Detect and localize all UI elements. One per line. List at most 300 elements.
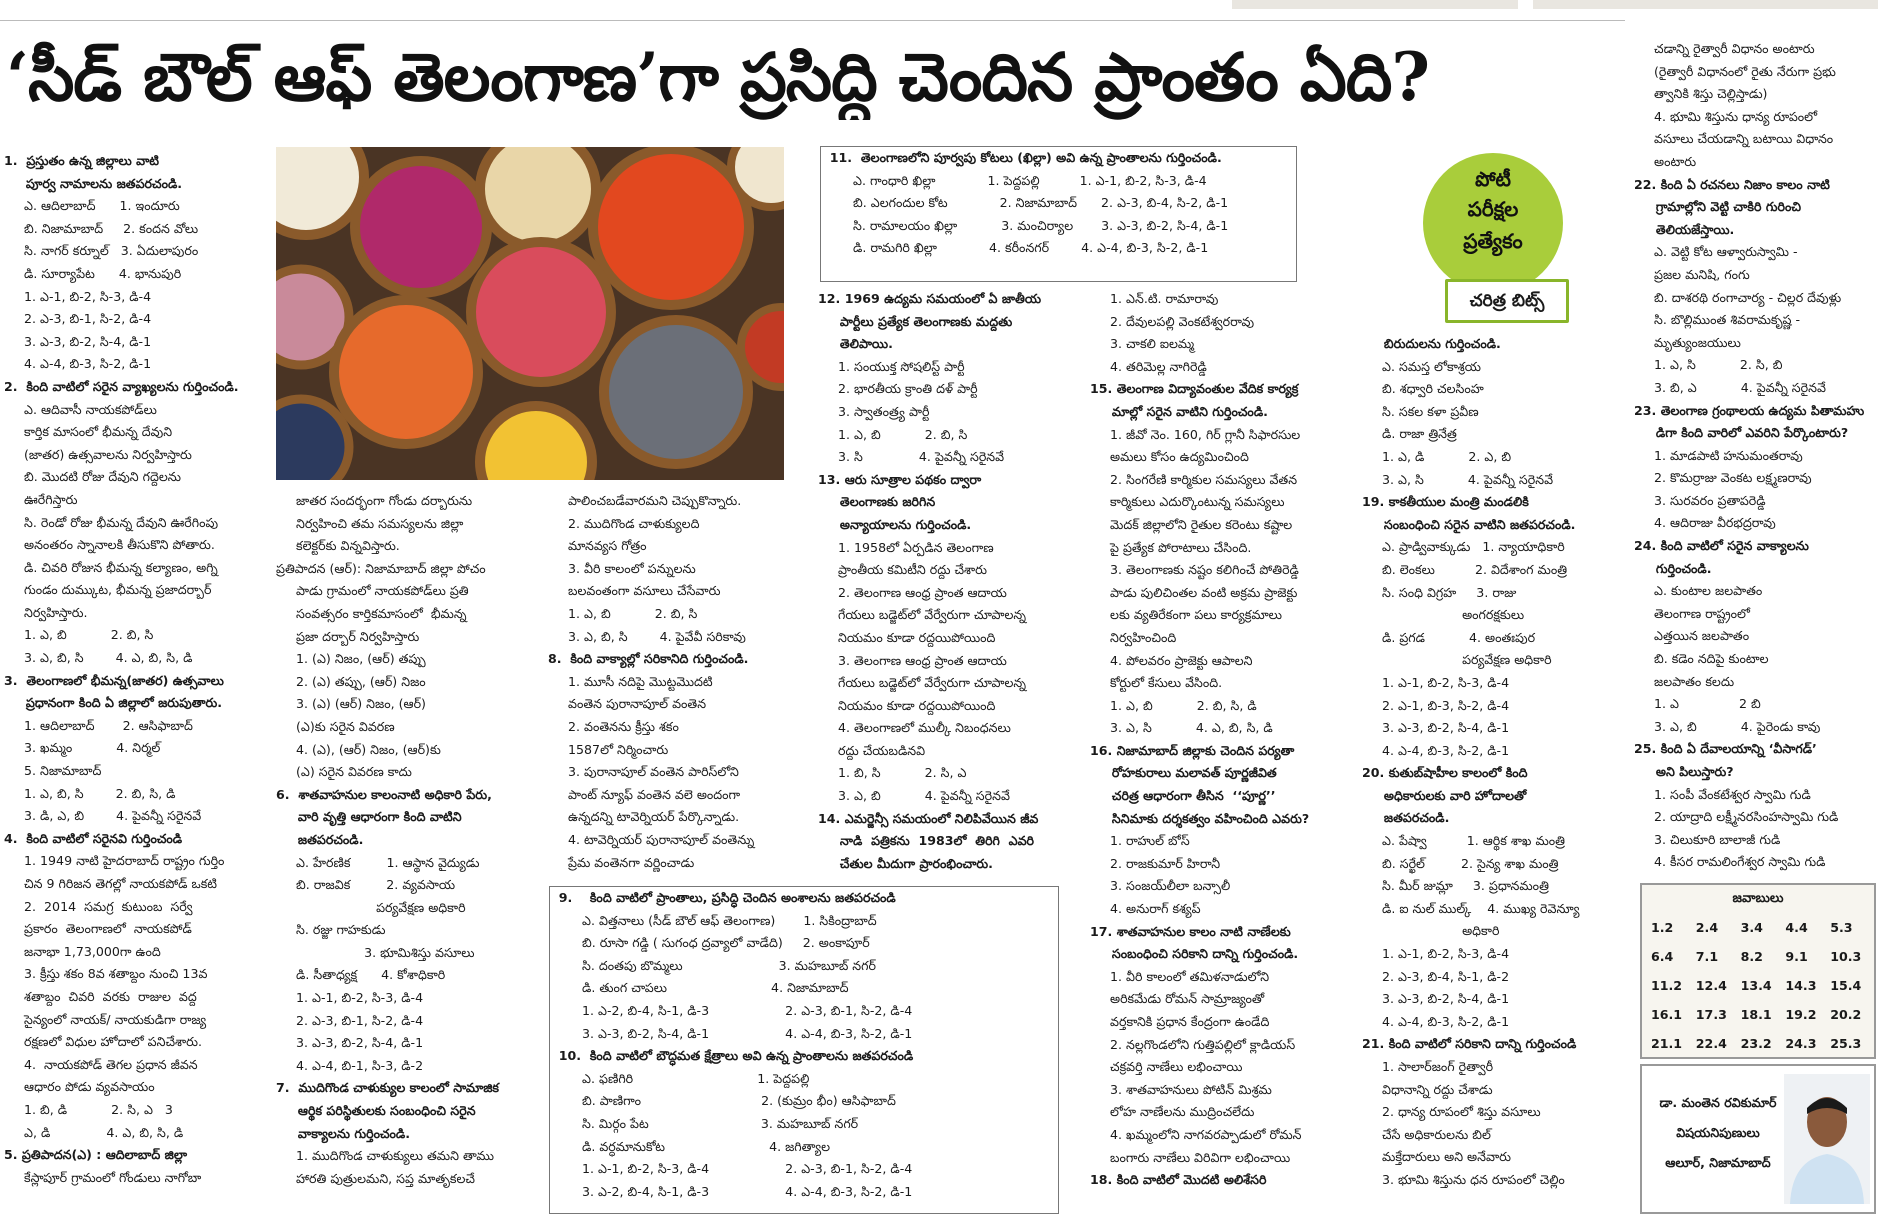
answers-row	[1650, 942, 1874, 971]
text-line: 2. ఎ-1, బి-3, సి-2, డి-4	[1362, 697, 1510, 713]
question-line: గ్రామాల్లోని వెట్టి చాకిరి గురించి	[1634, 199, 1802, 215]
column-3	[548, 490, 818, 890]
text-line: లోహ నాణేలను ముద్రించలేదు	[1090, 1104, 1255, 1120]
question-line: 7. ముదిగొండ చాళుక్యుల కాలంలో సామాజిక	[276, 1080, 499, 1096]
answers-title: జవాబులు	[1732, 891, 1784, 906]
text-line: 4. తరిమెల్ల నాగిరెడ్డి	[1090, 358, 1207, 374]
text-line: సి. సకల కళా ప్రవీణ	[1362, 403, 1479, 419]
answer-cell: 1.2	[1651, 920, 1674, 935]
question-11-box	[820, 146, 1297, 282]
question-line: 23. తెలంగాణ గ్రంథాలయ ఉద్యమ పితామహు	[1634, 402, 1865, 418]
answer-cell: 7.1	[1695, 949, 1719, 964]
text-line: 4. అనురాగ్ కశ్యప్	[1090, 901, 1201, 917]
text-line: కలెక్టర్‌కు విన్నవిస్తారు.	[276, 538, 400, 554]
text-line: 1. సాలార్‌జంగ్ రైత్వారీ	[1362, 1059, 1494, 1074]
text-line: బి. లెంకలు 2. విదేశాంగ మంత్రి	[1362, 561, 1568, 577]
text-line: నిర్వహించింది	[1090, 629, 1177, 645]
question-line: డిగా కింది వారిలో ఎవరిని పేర్కొంటారు?	[1634, 425, 1849, 441]
text-line: మెదక్ జిల్లాలోని రైతుల కరెంటు కష్టాల	[1090, 516, 1293, 532]
text-line: 1. ఆదిలాబాద్ 2. ఆసిఫాబాద్	[4, 717, 193, 733]
text-line: బి. రాజవిక 2. వ్యవసాయ	[276, 877, 456, 893]
text-line: ప్రతిపాదన (ఆర్): నిజామాబాద్ జిల్లా పోచం	[276, 560, 486, 576]
answer-cell: 25.3	[1830, 1036, 1862, 1051]
answer-cell: 24.3	[1785, 1036, 1817, 1051]
special-badge	[1418, 153, 1568, 315]
text-line: సంవత్సరం కార్తికమాసంలో భీమన్న	[276, 605, 467, 621]
answer-cell: 10.3	[1830, 949, 1862, 964]
text-line: పాలించబడేవారమని చెప్పుకొన్నారు.	[548, 493, 742, 508]
text-line: 2. నల్లగొండలోని గుత్తిపల్లిలో క్లాడియస్	[1090, 1036, 1296, 1052]
text-line: 1. రాహుల్ బోస్	[1090, 833, 1190, 849]
text-line: కార్తిక మాసంలో భీమన్న దేవుని	[4, 424, 173, 440]
text-line: చిన 9 గిరిజన తెగల్లో నాయకపోడ్ ఒకటి	[4, 876, 217, 891]
header-tab-right	[1533, 0, 1878, 9]
text-line: వసూలు చేయడాన్ని బటాయి విధానం	[1634, 131, 1834, 147]
text-line: 3. ఎ, సి 4. ఎ, బి, సి, డి	[1090, 720, 1273, 736]
question-line: రోహకురాలు మలావత్ పూర్ణజీవిత	[1090, 765, 1277, 781]
question-line: సినిమాకు దర్శకత్వం వహించింది ఎవరు?	[1090, 810, 1310, 826]
text-line: 1. ఎ, బి 2. బి, సి	[4, 627, 154, 643]
answers-row	[1650, 1000, 1874, 1029]
text-line: కోర్టులో కేసులు వేసింది.	[1090, 675, 1223, 691]
question-line: మాల్లో సరైన వాటిని గుర్తించండి.	[1090, 403, 1268, 419]
column-1	[4, 150, 274, 1216]
text-line: 1. ఎ-1, బి-2, సి-3, డి-4 2. ఎ-3, బి-1, సి-2, డి-4	[550, 1161, 913, 1177]
text-line: ఎ. విత్తనాలు (సీడ్ బౌల్ ఆఫ్ తెలంగాణ) 1. సికింద్రాబాద్	[550, 912, 877, 928]
answer-cell: 21.1	[1651, 1036, 1683, 1051]
text-line: 2. ఎ-3, బి-1, సి-2, డి-4	[4, 311, 152, 327]
text-line: 2. 2014 సమగ్ర కుటుంబ సర్వే	[4, 898, 193, 914]
text-line: 1. 1958లో ఏర్పడిన తెలంగాణ	[818, 539, 994, 555]
text-line: సి. సంధి విగ్రహ 3. రాజు	[1362, 584, 1517, 600]
column-2	[276, 490, 546, 1216]
answer-cell: 13.4	[1740, 978, 1772, 993]
text-line: 3. ఎ-3, బి-2, సి-4, డి-1	[276, 1035, 424, 1051]
text-line: సి. రజ్జు గాహకుడు	[276, 922, 386, 938]
text-line: ప్రజల మనిషి, గంగు	[1634, 266, 1750, 282]
answer-cell: 16.1	[1651, 1007, 1683, 1022]
question-line: 1. ప్రస్తుతం ఉన్న జిల్లాలు వాటి	[4, 153, 160, 168]
answer-cell: 8.2	[1740, 949, 1763, 964]
author-photo	[1784, 1074, 1870, 1204]
text-line: 3. ఎ-3, బి-2, సి-4, డి-1	[4, 333, 152, 349]
text-line: 3. పురానాపూల్ వంతెన పారిస్‌లోని	[548, 764, 739, 780]
text-line: జలపాతం కలదు	[1634, 673, 1735, 689]
text-line: శతాబ్దం చివరి వరకు రాజుల వద్ద	[4, 988, 197, 1004]
text-line: సి. రామాలయం ఖిల్లా 3. మంచిర్యాల 3. ఎ-3, బి-2, సి-4, డి-1	[821, 217, 1229, 233]
text-line: 3. ఖమ్మం 4. నిర్మల్	[4, 740, 161, 756]
text-line: 3. స్వాతంత్ర్య పార్టీ	[818, 403, 930, 419]
text-line: (ఎ)కు సరైన వివరణ	[276, 718, 395, 734]
text-line: పర్యవేక్షణ అధికారి	[276, 899, 466, 915]
text-line: 1. బి, డి 2. సి, ఎ 3	[4, 1101, 173, 1117]
text-line: 2. రాజకుమార్ హిరానీ	[1090, 855, 1221, 871]
text-line: పాంట్ న్యూఫ్ వంతెన వలె అందంగా	[548, 786, 741, 802]
author-name: డా. మంతెన రవికుమార్	[1659, 1095, 1777, 1110]
text-line: ప్రజా దర్బార్ నిర్వహిస్తారు	[276, 628, 420, 644]
seed-bowls-illustration	[276, 147, 784, 480]
text-line: ఎ. పేష్వా 1. ఆర్థిక శాఖ మంత్రి	[1362, 833, 1566, 849]
text-line: ఎ. కుంటాల జలపాతం	[1634, 583, 1763, 599]
question-line: తెలిపాయి.	[818, 336, 893, 352]
text-line: నిర్వహిస్తారు.	[4, 604, 88, 620]
question-line: అని పిలుస్తారు?	[1634, 764, 1734, 779]
text-line: 4. (ఎ), (ఆర్) నిజం, (ఆర్)కు	[276, 741, 441, 757]
text-line: బి. మొదటి రోజు దేవుని గద్దెలను	[4, 469, 182, 485]
question-line: పార్టీలు ప్రత్యేక తెలంగాణకు మద్దతు	[818, 313, 1013, 329]
text-line: 1. వీరి కాలంలో తమిళనాడులోని	[1090, 968, 1270, 984]
text-line: చేసే అధికారులను బిల్	[1362, 1126, 1491, 1142]
answers-box	[1640, 883, 1876, 1059]
text-line: 2. కొమర్రాజు వెంకట లక్ష్మణరావు	[1634, 470, 1812, 486]
text-line: 1. 1949 నాటి హైదరాబాద్ రాష్ట్రం గుర్తిం	[4, 853, 225, 869]
text-line: 3. చాకలి ఐలమ్మ	[1090, 336, 1195, 352]
text-line: బి. నిజామాబాద్ 2. కందన వోలు	[4, 220, 199, 236]
answer-cell: 5.3	[1830, 920, 1853, 935]
text-line: మృత్యుంజయులు	[1634, 334, 1741, 350]
text-line: 1. ఎన్.టి. రామారావు	[1090, 291, 1219, 306]
text-line: ఎ. వెట్టి కోట ఆళ్వారుస్వామి -	[1634, 244, 1798, 260]
text-line: 4. ఎ-4, బి-3, సి-2, డి-1	[4, 356, 152, 372]
question-line: బిరుదులను గుర్తించండి.	[1362, 336, 1501, 351]
answer-cell: 20.2	[1830, 1007, 1862, 1022]
text-line: రద్దు చేయబడినవి	[818, 742, 926, 758]
text-line: 3. వీరి కాలంలో పన్నులను	[548, 560, 696, 576]
question-line: అధికారులకు వారి హోదాలతో	[1362, 787, 1527, 803]
text-line: 3. ఎ-2, బి-4, సి-1, డి-3 4. ఎ-4, బి-3, సి-2, డి-1	[550, 1183, 913, 1199]
text-line: 2. దేవులపల్లి వెంకటేశ్వరరావు	[1090, 313, 1255, 329]
text-line: 3. బి, ఎ 4. పైవన్నీ సరైనవే	[1634, 379, 1826, 395]
question-line: ఆర్థిక పరిస్థితులకు సంబంధించి సరైన	[276, 1103, 476, 1119]
text-line: విధానాన్ని రద్దు చేశాడు	[1362, 1081, 1493, 1097]
question-line: 13. ఆరు సూత్రాల పథకం ద్వారా	[818, 471, 982, 487]
text-line: అమలు కోసం ఉద్యమించింది	[1090, 449, 1249, 465]
question-line: 15. తెలంగాణ విద్యావంతుల వేదిక కార్యక్ర	[1090, 381, 1299, 397]
text-line: 1. ఎ-1, బి-2, సి-3, డి-4	[1362, 946, 1510, 962]
text-line: బలవంతంగా వసూలు చేసేవారు	[548, 583, 721, 599]
question-line: 19. కాకతీయుల మంత్రి మండలికి	[1362, 494, 1529, 510]
text-line: 4. ఎ-4, బి-3, సి-2, డి-1	[1362, 1013, 1510, 1029]
text-line: 1. ఎ 2 బి	[1634, 696, 1761, 712]
text-line: చడాన్ని రైత్వారీ విధానం అంటారు	[1634, 41, 1815, 56]
question-line: 24. కింది వాటిలో సరైన వాక్యాలను	[1634, 538, 1809, 554]
answer-cell: 18.1	[1740, 1007, 1772, 1022]
text-line: బి. కడెం నదిపై కుంటాల	[1634, 651, 1769, 667]
answers-table	[1650, 913, 1874, 1058]
text-line: 1. మూసీ నదిపై మొట్టమొదటి	[548, 673, 713, 689]
text-line: (జాతర) ఉత్సవాలను నిర్వహిస్తారు	[4, 446, 192, 462]
text-line: ఎ. గాంధారి ఖిల్లా 1. పెద్దపల్లి 1. ఎ-1, బి-2, సి-3, డి-4	[821, 172, 1207, 188]
answer-cell: 17.3	[1695, 1007, 1727, 1022]
badge-line-1: పోటీ	[1475, 167, 1511, 191]
header-tab-left	[1232, 0, 1518, 9]
text-line: 5. నిజామాబాద్	[4, 763, 102, 779]
answer-cell: 2.4	[1695, 920, 1719, 935]
text-line: సి. మిర్గం పేట 3. మహబూబ్ నగర్	[550, 1115, 859, 1131]
text-line: సి. మీర్ జుమ్లా 3. ప్రధానమంత్రి	[1362, 878, 1549, 894]
text-line: సి. నాగర్ కర్నూల్ 3. ఏదులాపురం	[4, 243, 199, 259]
question-line: 25. కింది ఏ దేవాలయాన్ని ‘వీసాగడ్’	[1634, 741, 1817, 757]
text-line: ఎ. ప్రాడ్వివాక్కుడు 1. న్యాయాధికారి	[1362, 539, 1565, 555]
author-place: ఆలూర్, నిజామాబాద్	[1665, 1155, 1771, 1170]
text-line: పర్యవేక్షణ అధికారి	[1362, 652, 1552, 668]
text-line: ఎ, డి 4. ఎ, బి, సి, డి	[4, 1124, 184, 1140]
question-line: 14. ఎమర్జెన్సీ సమయంలో నిలిపివేయిన జీవ	[818, 810, 1039, 826]
text-line: 1. ఎ-2, బి-4, సి-1, డి-3 2. ఎ-3, బి-1, సి-2, డి-4	[550, 1002, 913, 1018]
question-line: చరిత్ర ఆధారంగా తీసిన ‘‘పూర్ణ’’	[1090, 788, 1276, 804]
text-line: ఎ. సమస్త లోకాశ్రయ	[1362, 358, 1481, 374]
question-line: గుర్తించండి.	[1634, 560, 1712, 576]
text-line: 3. క్రీస్తు శకం 8వ శతాబ్దం నుంచి 13వ	[4, 966, 208, 982]
question-line: వాక్యాలను గుర్తించండి.	[276, 1125, 411, 1141]
question-line: 16. నిజామాబాద్ జిల్లాకు చెందిన పర్యతా	[1090, 742, 1295, 758]
question-line: తెలంగాణకు జరిగిన	[818, 494, 936, 510]
text-line: 3. తెలంగాణకు నష్టం కలిగించే పోతిరెడ్డి	[1090, 562, 1299, 578]
text-line: పాడు పులిచింతల వంటి అక్రమ ప్రాజెక్టు	[1090, 584, 1298, 600]
text-line: 1. (ఎ) నిజం, (ఆర్) తప్పు	[276, 651, 426, 667]
text-line: 1. జీవో నెం. 160, గిర్ గ్లానీ సిఫారసుల	[1090, 426, 1301, 442]
text-line: 3. ఎ, బి, సి 4. ఎ, బి, సి, డి	[4, 650, 193, 666]
top-rule	[0, 20, 1625, 21]
text-line: 2. సింగరేణి కార్మికుల సమస్యలు వేతన	[1090, 471, 1298, 487]
text-line: 1. ఎ, బి 2. బి, సి	[818, 426, 968, 442]
text-line: 1. సంపీ వేంకటేశ్వర స్వామి గుడి	[1634, 786, 1811, 802]
answer-cell: 12.4	[1695, 978, 1727, 993]
text-line: ఊరేగిస్తారు	[4, 491, 78, 507]
text-line: 1. బి, సి 2. సి, ఎ	[818, 765, 967, 781]
text-line: 1. ఎ-1, బి-2, సి-3, డి-4	[276, 990, 424, 1006]
text-line: 3. ఎ-3, బి-2, సి-4, డి-1 4. ఎ-4, బి-3, సి-2, డి-1	[550, 1025, 913, 1041]
column-7	[1634, 38, 1878, 878]
text-line: సి. రెండో రోజు భీమన్న దేవుని ఊరేగింపు	[4, 514, 219, 530]
text-line: 1. ఎ-1, బి-2, సి-3, డి-4	[4, 288, 152, 304]
text-line: బంగారు నాణేలు విరివిగా లభించాయి	[1090, 1149, 1291, 1165]
text-line: డి. సూర్యాపేట 4. భానుపురి	[4, 265, 182, 281]
text-line: ప్రేమ వంతెనగా వర్ణించాడు	[548, 854, 695, 870]
text-line: వంతెన పురానాపూల్ వంతెన	[548, 696, 707, 712]
answer-cell: 22.4	[1695, 1036, 1727, 1051]
answer-cell: 14.3	[1785, 978, 1817, 993]
text-line: 3. డి, ఎ, బి 4. పైవన్నీ సరైనవే	[4, 808, 202, 824]
text-line: బి. రూసా గడ్డి ( సుగంధ ద్రవ్యాలో వాడేది) 2. అంకాపూర్	[550, 935, 870, 951]
answer-cell: 4.4	[1785, 920, 1808, 935]
text-line: సి. బొల్లిముంత శివరామకృష్ణ -	[1634, 312, 1801, 328]
answer-cell: 11.2	[1651, 978, 1683, 993]
text-line: సి. దంతపు బొమ్మలు 3. మహబూబ్ నగర్	[550, 957, 876, 973]
question-line: 10. కింది వాటిలో బౌద్ధమత క్షేత్రాలు అవి ఉన్న ప్రాంతాలను జతపరచండి	[550, 1048, 914, 1064]
text-line: 4. ఆదిరాజు వీరభద్రరావు	[1634, 515, 1776, 531]
question-line: ప్రధానంగా కింది ఏ జిల్లాలో జరుపుతారు.	[4, 695, 223, 711]
question-line: 18. కింది వాటిలో మొదటి అలిశేసరి	[1090, 1172, 1267, 1188]
badge-band: చరిత్ర బిట్స్	[1445, 279, 1569, 323]
text-line: 1. ఎ, బి, సి 2. బి, సి, డి	[4, 785, 176, 801]
text-line: అనంతరం స్నానాలకి తీసుకొని పోతారు.	[4, 537, 215, 553]
text-line: అరికమేడు రోమన్ సామ్రాజ్యంతో	[1090, 991, 1265, 1007]
text-line: పాడు గ్రామంలో నాయకపోడ్‌లు ప్రతి	[276, 583, 469, 599]
text-line: డి. రాజా త్రినేత్ర	[1362, 426, 1457, 442]
author-text	[1648, 1088, 1788, 1178]
text-line: పై ప్రత్యేక పోరాటాలు చేసింది.	[1090, 539, 1252, 555]
text-line: బి. పాణిగాం 2. (కుమ్రం భీం) ఆసిఫాబాద్	[550, 1093, 896, 1109]
text-line: 1. మాడపాటి హనుమంతరావు	[1634, 447, 1803, 463]
text-line: ఎత్తయిన జలపాతం	[1634, 628, 1750, 644]
question-line: తెలియజేస్తాయి.	[1634, 221, 1735, 237]
text-line: 3. సి 4. పైవన్నీ సరైనవే	[818, 449, 1005, 465]
question-line: 5. ప్రతిపాదన(ఎ) : ఆదిలాబాద్ జిల్లా	[4, 1147, 188, 1163]
text-line: ఎ. ఆదివాసీ నాయకపోడ్‌లు	[4, 401, 157, 417]
text-line: 4. టావెర్నియర్ పురానాపూల్ వంతెన్ను	[548, 831, 755, 847]
headline: ‘సీడ్ బౌల్ ఆఫ్ తెలంగాణ’గా ప్రసిద్ధి చెందిన ప్రాంతం ఏది?	[6, 38, 1429, 116]
top-strip	[0, 0, 1878, 14]
text-line: 1. ఎ, బి 2. బి, సి, డి	[1090, 697, 1257, 713]
text-line: 2. యాద్రాది లక్ష్మీనరసింహస్వామి గుడి	[1634, 809, 1839, 825]
question-line: 2. కింది వాటిలో సరైన వ్యాఖ్యలను గుర్తించండి.	[4, 378, 239, 394]
text-line: 3. భూమిశిస్తు వసూలు	[276, 944, 475, 960]
question-line: 11. తెలంగాణలోని పూర్వపు కోటలు (ఖిల్లా) అవి ఉన్న ప్రాంతాలను గుర్తించండి.	[821, 150, 1222, 165]
text-line: 4. భూమి శిస్తును ధాన్య రూపంలో	[1634, 108, 1818, 124]
text-line: కేస్లాపూర్ గ్రామంలో గోండులు నాగోబా	[4, 1169, 202, 1185]
text-line: ప్రకారం తెలంగాణలో నాయకపోడ్	[4, 921, 192, 937]
text-line: మక్తేదారులు అని అనేవారు	[1362, 1149, 1511, 1165]
author-role: విషయనిపుణులు	[1676, 1125, 1760, 1140]
text-line: అధికారి	[1362, 923, 1500, 939]
text-line: 1. ఎ, సి 2. సి, బి	[1634, 357, 1783, 373]
text-line: 2. ధాన్య రూపంలో శిస్తు వసూలు	[1362, 1104, 1541, 1120]
column-5	[1090, 288, 1360, 1216]
question-line: సంబంధించి సరైన వాటిని జతపరచండి.	[1362, 516, 1576, 532]
text-line: డి. ఐ నుల్ ముల్క్ 4. ముఖ్య రెవెన్యూ	[1362, 900, 1580, 916]
text-line: గేయలు బడ్జెట్‌లో వేర్వేరుగా చూపాలన్న	[818, 675, 1027, 691]
text-line: 4. తెలంగాణలో ముల్కీ నిబంధనలు	[818, 720, 1011, 736]
text-line: వర్తకానికి ప్రధాన కేంద్రంగా ఉండేది	[1090, 1014, 1270, 1029]
text-line: మానవ్యస గోత్రం	[548, 538, 647, 554]
badge-line-3: ప్రత్యేకం	[1463, 229, 1523, 253]
question-line: జతపరచండి.	[1362, 810, 1450, 826]
text-line: జనాభా 1,73,000గా ఉంది	[4, 943, 161, 959]
text-line: లకు వ్యతిరేకంగా పలు కార్యక్రమాలు	[1090, 607, 1282, 623]
question-line: 4. కింది వాటిలో సరైనవి గుర్తించండి	[4, 830, 183, 846]
answer-cell: 15.4	[1830, 978, 1862, 993]
text-line: 2. ఎ-3, బి-4, సి-1, డి-2	[1362, 968, 1510, 984]
text-line: 3. ఎ, బి, సి 4. పైవేవీ సరికావు	[548, 628, 746, 644]
text-line: ఎ. హేరణిక 1. ఆస్థాన వైద్యుడు	[276, 854, 480, 870]
text-line: 1. ఎ, బి 2. బి, సి	[548, 605, 698, 621]
text-line: 3. సురవరం ప్రతాపరెడ్డి	[1634, 492, 1766, 508]
question-line: 9. కింది వాటిలో ప్రాంతాలు, ప్రసిద్ధి చెందిన అంశాలను జతపరచండి	[550, 890, 896, 905]
question-line: చేతుల మీదుగా ప్రారంభించారు.	[818, 855, 993, 871]
text-line: 2. (ఎ) తప్పు, (ఆర్) నిజం	[276, 673, 426, 689]
text-line: 1. ఎ-1, బి-2, సి-3, డి-4	[1362, 674, 1510, 690]
text-line: అంగరక్షకులు	[1362, 607, 1525, 623]
text-line: నియమం కూడా రద్దయిపోయింది	[818, 629, 996, 645]
text-line: 1. ముదిగొండ చాళుక్యులు తమని తాము	[276, 1148, 494, 1164]
text-line: 3. ఎ-3, బి-2, సి-4, డి-1	[1362, 991, 1510, 1007]
answer-cell: 6.4	[1651, 949, 1674, 964]
text-line: 3. సంజయ్‌లీలా బన్సాలీ	[1090, 878, 1231, 894]
text-line: 4. నాయకపోడ్ తెగల ప్రధాన జీవన	[4, 1056, 198, 1072]
text-line: ఆధారం పోడు వ్యవసాయం	[4, 1079, 155, 1095]
text-line: 4. ఖమ్మంలోని నాగవరప్పాడులో రోమన్	[1090, 1126, 1302, 1142]
question-line: 8. కింది వాక్యాల్లో సరికానిది గుర్తించండి.	[548, 651, 749, 667]
text-line: హారతి పుత్రులమని, సప్త మాతృకలచే	[276, 1170, 475, 1186]
text-line: 3. శాతవాహనులు పోటిన్ మిశ్రమ	[1090, 1081, 1272, 1097]
question-line: వారి వృత్తి ఆధారంగా కింది వాటిని	[276, 809, 462, 825]
question-line: పూర్వ నామాలను జతపరచండి.	[4, 175, 183, 191]
text-line: తెలంగాణ రాష్ట్రంలో	[1634, 605, 1750, 621]
question-line: 22. కింది ఏ రచనలు నిజాం కాలం నాటి	[1634, 176, 1830, 192]
text-line: 4. పోలవరం ప్రాజెక్టు ఆపాలని	[1090, 652, 1253, 668]
text-line: చక్రవర్తి నాణేలు లభించాయి	[1090, 1059, 1243, 1075]
badge-line-2: పరీక్షల	[1467, 197, 1519, 221]
question-line: 6. శాతవాహనుల కాలంనాటి అధికారి పేరు,	[276, 786, 492, 802]
questions-9-10-box	[549, 886, 1059, 1214]
column-6	[1362, 333, 1632, 1216]
text-line: 1. సంయుక్త సోషలిస్ట్ పార్టీ	[818, 358, 965, 374]
question-line: అన్యాయాలను గుర్తించండి.	[818, 516, 972, 532]
text-line: డి. తుంగ చాపలు 4. నిజామాబాద్	[550, 980, 849, 996]
question-line: 21. కింది వాటిలో సరికాని దాన్ని గుర్తించండి	[1362, 1036, 1577, 1052]
text-line: 3. (ఎ) (ఆర్) నిజం, (ఆర్)	[276, 696, 426, 712]
text-line: 4. ఎ-4, బి-3, సి-2, డి-1	[1362, 742, 1510, 758]
text-line: డి. సీతాధ్యక్ష 4. కోశాధికారి	[276, 967, 446, 983]
question-line: 20. కుతుబ్‌షాహీల కాలంలో కింది	[1362, 765, 1528, 781]
text-line: 2. ముదిగొండ చాళుక్యులది	[548, 515, 700, 531]
text-line: 3. ఎ, సి 4. పైవన్నీ సరైనవే	[1362, 471, 1554, 487]
text-line: 3. తెలంగాణ ఆంధ్ర ప్రాంత ఆదాయ	[818, 652, 1007, 668]
author-box	[1640, 1064, 1876, 1214]
answer-cell: 19.2	[1785, 1007, 1817, 1022]
text-line: రక్షణలో విధుల హోదాలో పనిచేశారు.	[4, 1034, 202, 1050]
text-line: అంటారు	[1634, 153, 1697, 169]
question-line: నాడి పత్రికను 1983లో తిరిగి ఎవరి	[818, 833, 1035, 849]
answers-row	[1650, 1029, 1874, 1058]
text-line: జాతర సందర్భంగా గోండు దర్బారును	[276, 493, 473, 508]
answer-cell: 23.2	[1740, 1036, 1772, 1051]
text-line: బి. శధ్వారి చలసింహ	[1362, 381, 1484, 397]
text-line: (రైత్వారీ విధానంలో రైతు నేరుగా ప్రభు	[1634, 63, 1836, 79]
text-line: 2. భారతీయ క్రాంతి దళ్ పార్టీ	[818, 381, 978, 397]
text-line: 2. తెలంగాణ ఆంధ్ర ప్రాంత ఆదాయ	[818, 584, 1007, 600]
question-line: జతపరచండి.	[276, 831, 364, 847]
text-line: 3. ఎ, బి 4. పైరెండు కావు	[1634, 718, 1821, 734]
text-line: 3. చిలుకూరి బాలాజీ గుడి	[1634, 831, 1781, 847]
text-line: గేయలు బడ్జెట్‌లో వేర్వేరుగా చూపాలన్న	[818, 607, 1027, 623]
author-portrait	[1784, 1074, 1870, 1204]
text-line: డి. ప్రగడ 4. అంతఃపుర	[1362, 629, 1536, 645]
text-line: ప్రాంతీయ కమిటీని రద్దు చేశారు	[818, 562, 987, 578]
text-line: డి. చివరి రోజున భీమన్న కల్యాణం, అగ్ని	[4, 559, 218, 575]
text-line: బి. దాశరథి రంగాచార్య - చిల్లర దేవుళ్లు	[1634, 289, 1842, 305]
text-line: 1587లో నిర్మించారు	[548, 741, 669, 757]
text-line: డి. రామగిరి ఖిల్లా 4. కరీంనగర్ 4. ఎ-4, బి-3, సి-2, డి-1	[821, 240, 1209, 256]
text-line: త్వానికి శిస్తు చెల్లిస్తాడు)	[1634, 86, 1768, 102]
text-line: సైన్యంలో నాయక్/ నాయకుడిగా రాజ్య	[4, 1011, 207, 1027]
seeds-photo	[276, 147, 784, 480]
answers-row	[1650, 971, 1874, 1000]
answer-cell: 9.1	[1785, 949, 1808, 964]
text-line: డి. వర్ధమానుకోట 4. జగిత్యాల	[550, 1138, 831, 1154]
text-line: గుండం దుమ్కుట, భీమన్న ప్రజాదర్బార్	[4, 582, 212, 598]
text-line: 4. ఎ-4, బి-1, సి-3, డి-2	[276, 1057, 424, 1073]
text-line: 2. వంతెనను క్రీస్తు శకం	[548, 718, 679, 734]
text-line: నియమం కూడా రద్దయిపోయింది	[818, 697, 996, 713]
text-line: 3. ఎ-3, బి-2, సి-4, డి-1	[1362, 720, 1510, 736]
text-line: ఎ. ఫణిగిరి 1. పెద్దపల్లి	[550, 1070, 810, 1086]
text-line: 2. ఎ-3, బి-1, సి-2, డి-4	[276, 1012, 424, 1028]
text-line: 1. ఎ, డి 2. ఎ, బి	[1362, 448, 1512, 464]
text-line: 3. భూమి శిస్తును ధన రూపంలో చెల్లిం	[1362, 1171, 1565, 1187]
question-line: 12. 1969 ఉద్యమ సమయంలో ఏ జాతీయ	[818, 291, 1042, 306]
